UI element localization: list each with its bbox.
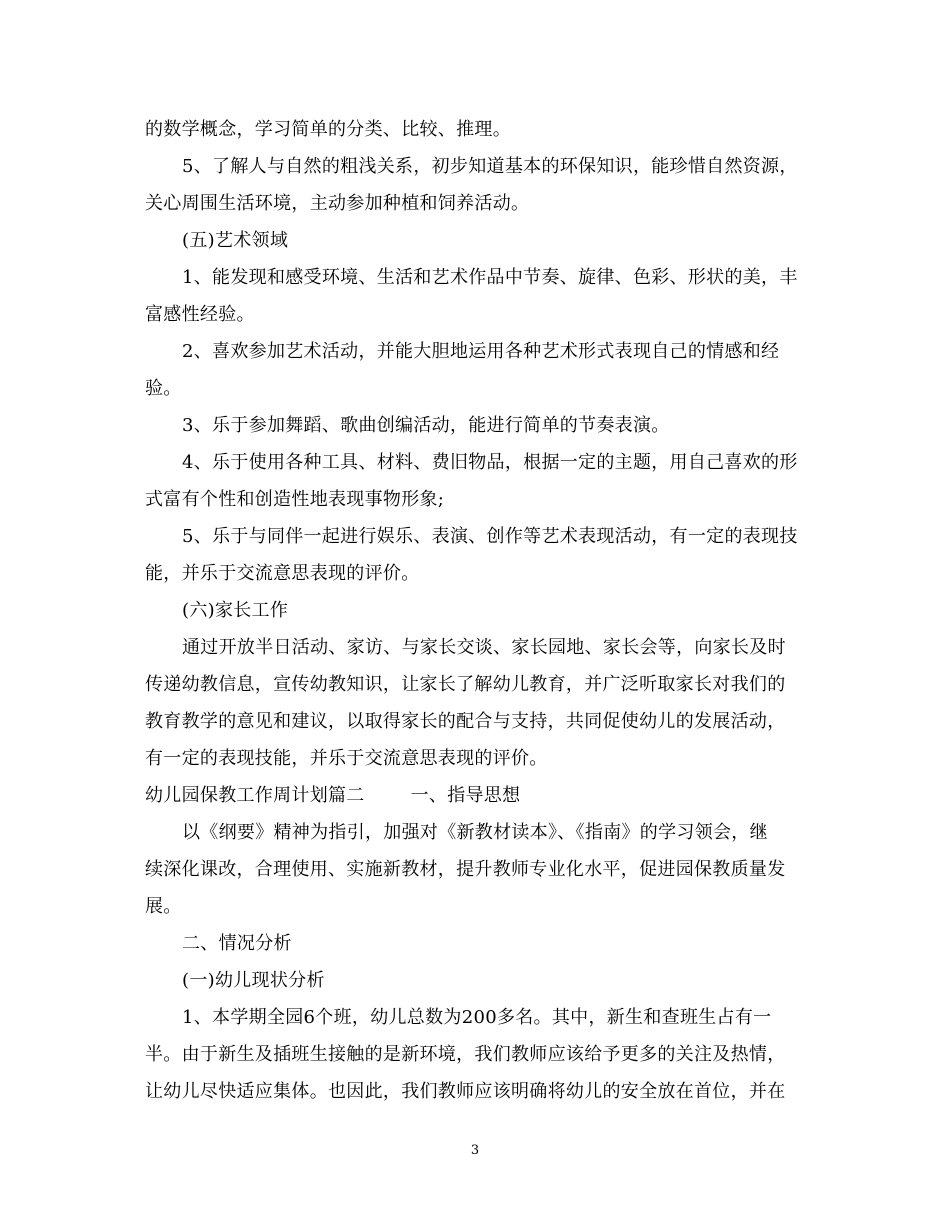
section-heading: 一、指导思想 [410, 785, 521, 806]
paragraph-line: 通过开放半日活动、家访、与家长交谈、家长园地、家长会等，向家长及时 [182, 637, 786, 658]
section-heading: (五)艺术领域 [182, 230, 289, 251]
paragraph-line: 富感性经验。 [145, 304, 255, 325]
paragraph-line: 以《纲要》精神为指引，加强对《新教材读本》、《指南》的学习领会，继 [182, 822, 768, 843]
paragraph-line: 验。 [145, 378, 182, 399]
paragraph-line: 关心周围生活环境，主动参加种植和饲养活动。 [145, 193, 530, 214]
page-number: 3 [470, 1143, 480, 1158]
paragraph-line: 能，并乐于交流意思表现的评价。 [145, 563, 420, 584]
subsection-heading: (一)幼儿现状分析 [182, 970, 325, 991]
paragraph-line: 展。 [145, 896, 182, 917]
document-title: 幼儿园保教工作周计划篇二 [145, 785, 365, 806]
paragraph-line: 有一定的表现技能，并乐于交流意思表现的评价。 [145, 748, 548, 769]
paragraph-line: 5、了解人与自然的粗浅关系，初步知道基本的环保知识，能珍惜自然资源， [182, 156, 798, 177]
document-title-line [145, 784, 520, 808]
paragraph-line: 传递幼教信息，宣传幼教知识，让家长了解幼儿教育，并广泛听取家长对我们的 [145, 674, 786, 695]
paragraph-line: 1、能发现和感受环境、生活和艺术作品中节奏、旋律、色彩、形状的美，丰 [182, 267, 798, 288]
paragraph-line: 的数学概念，学习简单的分类、比较、推理。 [145, 119, 511, 140]
paragraph-line: 4、乐于使用各种工具、材料、费旧物品，根据一定的主题，用自己喜欢的形 [182, 452, 798, 473]
paragraph-line: 式富有个性和创造性地表现事物形象; [145, 489, 445, 510]
paragraph-line: 让幼儿尽快适应集体。也因此，我们教师应该明确将幼儿的安全放在首位，并在 [145, 1081, 786, 1102]
paragraph-line: 5、乐于与同伴一起进行娱乐、表演、创作等艺术表现活动，有一定的表现技 [182, 526, 798, 547]
paragraph-line: 半。由于新生及插班生接触的是新环境，我们教师应该给予更多的关注及热情， [145, 1044, 786, 1065]
paragraph-line: 续深化课改，合理使用、实施新教材，提升教师专业化水平，促进园保教质量发 [145, 859, 786, 880]
section-heading: 二、情况分析 [182, 933, 292, 954]
paragraph-line: 教育教学的意见和建议，以取得家长的配合与支持，共同促使幼儿的发展活动， [145, 711, 786, 732]
paragraph-line: 1、本学期全园6个班，幼儿总数为200多名。其中，新生和查班生占有一 [182, 1007, 772, 1028]
paragraph-line: 2、喜欢参加艺术活动，并能大胆地运用各种艺术形式表现自己的情感和经 [182, 341, 780, 362]
paragraph-line: 3、乐于参加舞蹈、歌曲创编活动，能进行简单的节奏表演。 [182, 415, 670, 436]
section-heading: (六)家长工作 [182, 600, 289, 621]
